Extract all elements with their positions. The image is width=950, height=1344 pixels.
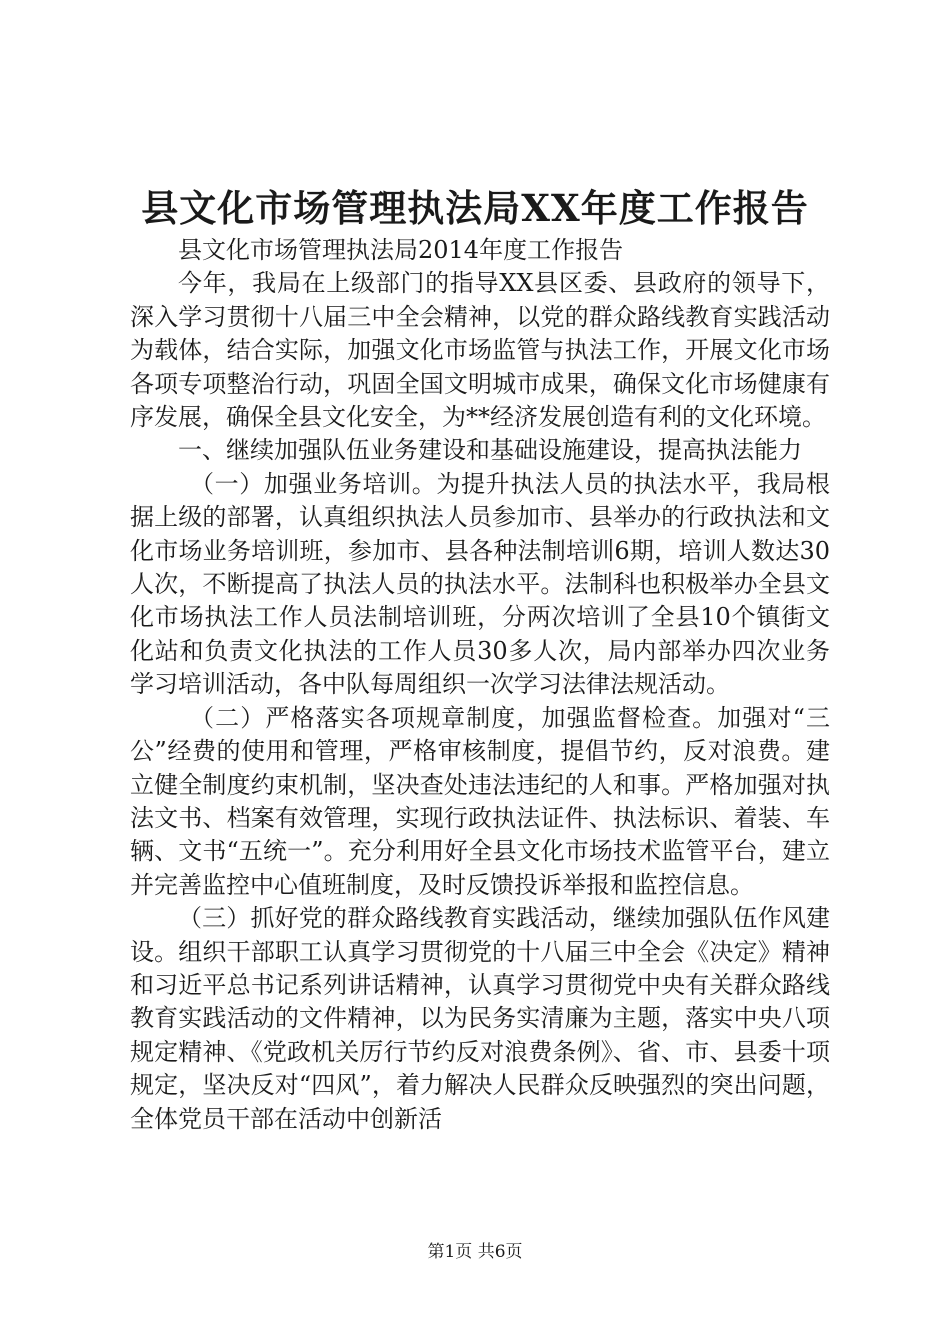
- subtitle-paragraph: 县文化市场管理执法局2014年度工作报告: [178, 236, 624, 264]
- document-body: [130, 234, 830, 1136]
- intro-paragraph: 今年，我局在上级部门的指导XX县区委、县政府的领导下，深入学习贯彻十八届三中全会精神，以党的群众路线教育实践活动为载体，结合实际，加强文化市场监管与执法工作，开展文化市场各项专项整治行动，巩固全国文明城市成果，确保文化市场健康有序发展，确保全县文化安全，为**经济发展创造有利的文化环境。: [130, 269, 830, 432]
- subsection-paragraph-2: （二）严格落实各项规章制度，加强监督检查。加强对“三公”经费的使用和管理，严格审核制度，提倡节约，反对浪费。建立健全制度约束机制，坚决查处违法违纪的人和事。严格加强对执法文书、档案有效管理，实现行政执法证件、执法标识、着装、车辆、文书“五统一”。充分利用好全县文化市场技术监管平台，建立并完善监控中心值班制度，及时反馈投诉举报和监控信息。: [130, 703, 830, 899]
- page-number-footer: 第1页 共6页: [427, 1242, 523, 1262]
- subsection-paragraph-1: （一）加强业务培训。为提升执法人员的执法水平，我局根据上级的部署，认真组织执法人员参加市、县举办的行政执法和文化市场业务培训班，参加市、县各种法制培训6期，培训人数达30人次，不断提高了执法人员的执法水平。法制科也积极举办全县文化市场执法工作人员法制培训班，分两次培训了全县10个镇街文化站和负责文化执法的工作人员30多人次，局内部举办四次业务学习培训活动，各中队每周组织一次学习法律法规活动。: [130, 469, 830, 699]
- document-title: 县文化市场管理执法局XX年度工作报告: [141, 186, 809, 230]
- section-heading-1: 一、继续加强队伍业务建设和基础设施建设，提高执法能力: [178, 436, 802, 465]
- subsection-paragraph-3: （三）抓好党的群众路线教育实践活动，继续加强队伍作风建设。组织干部职工认真学习贯彻党的十八届三中全会《决定》精神和习近平总书记系列讲话精神，认真学习贯彻党中央有关群众路线教育实践活动的文件精神，以为民务实清廉为主题，落实中央八项规定精神、《党政机关厉行节约反对浪费条例》、省、市、县委十项规定，坚决反对“四风”，着力解决人民群众反映强烈的突出问题，全体党员干部在活动中创新活: [130, 904, 830, 1133]
